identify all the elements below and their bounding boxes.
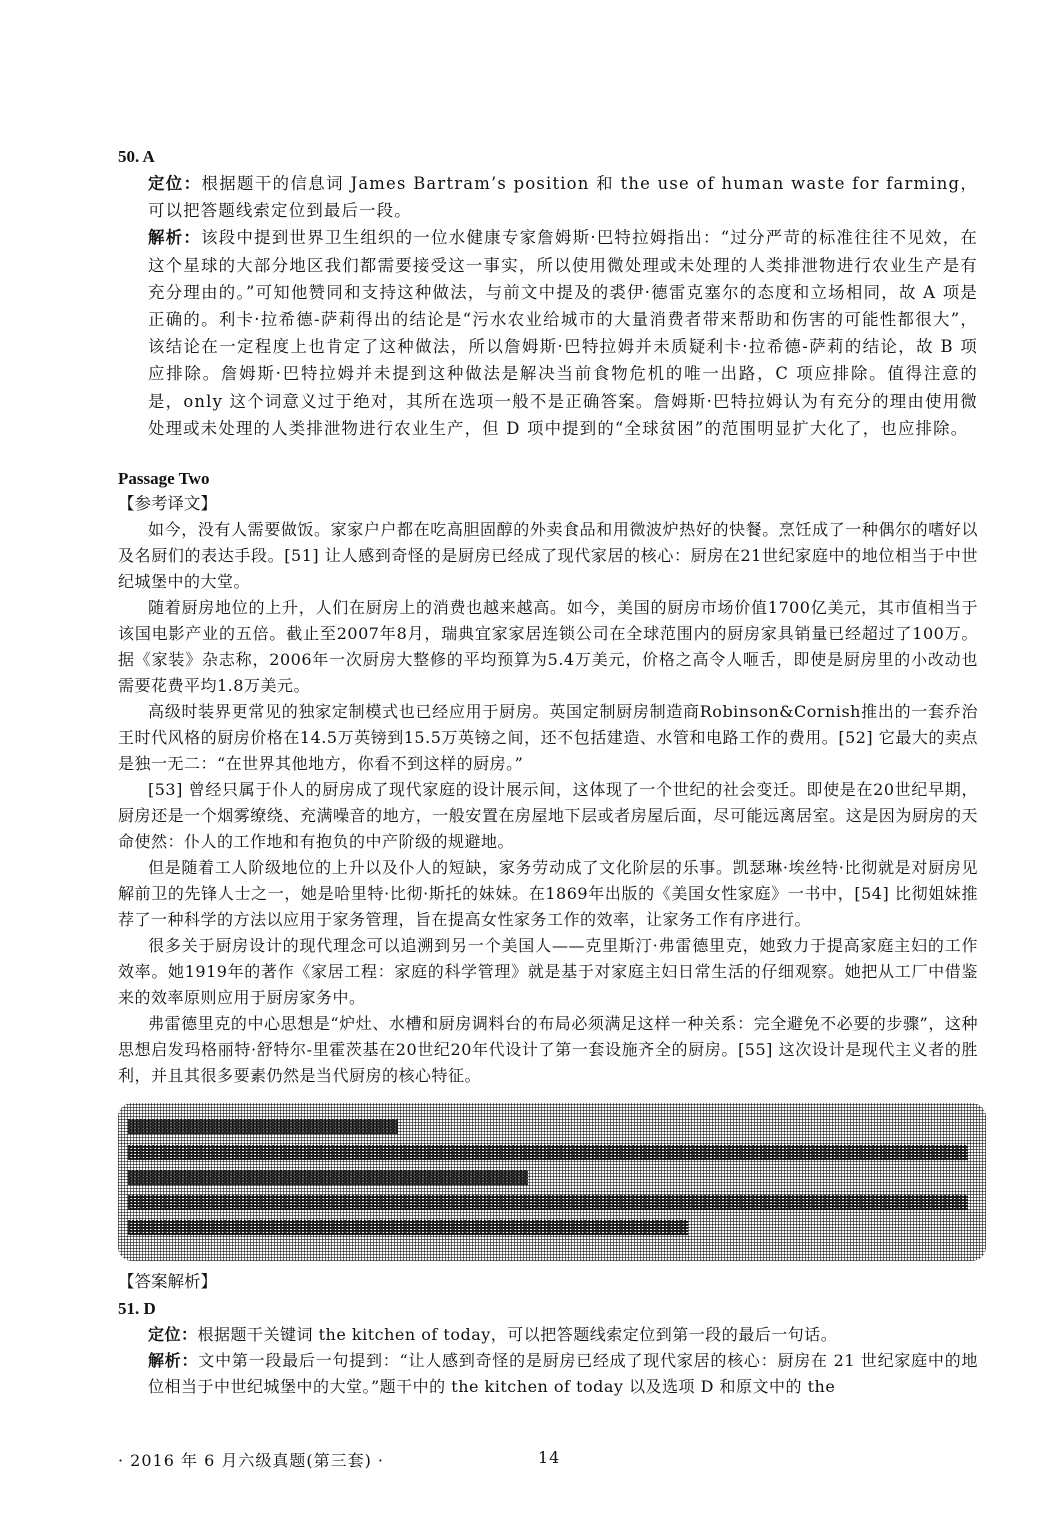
paragraph: 但是随着工人阶级地位的上升以及仆人的短缺，家务劳动成了文化阶层的乐事。凯瑟琳·埃丝特·比彻就是对厨房见解前卫的先锋人士之一，她是哈里特·比彻·斯托的妹妹。在1869年出版的《美国女性家庭》一书中，[54] 比彻姐妹推荐了一种科学的方法以应用于家务管理，旨在提高女性家务工作的效率，让家务工作有序进行。	[118, 858, 978, 929]
analysis-paragraph	[118, 224, 978, 442]
illegible-line	[128, 1145, 968, 1160]
illegible-line	[128, 1119, 398, 1134]
paragraph: 高级时装界更常见的独家定制模式也已经应用于厨房。英国定制厨房制造商Robinson&Cornish推出的一套乔治王时代风格的厨房价格在14.5万英镑到15.5万英镑之间，还不包括建造、水管和电路工作的费用。[52] 它最大的卖点是独一无二：“在世界其他地方，你看不到这样的厨房。”	[118, 702, 978, 773]
analysis-text: 文中第一段最后一句提到：“让人感到奇怪的是厨房已经成了现代家居的核心：厨房在 21 世纪家庭中的地位相当于中世纪城堡中的大堂。”题干中的 the kitchen of today 以及选项 D 和原文中的 the	[148, 1351, 978, 1396]
paragraph: 很多关于厨房设计的现代理念可以追溯到另一个美国人——克里斯汀·弗雷德里克，她致力于提高家庭主妇的工作效率。她1919年的著作《家居工程：家庭的科学管理》就是基于对家庭主妇日常生活的仔细观察。她把从工厂中借鉴来的效率原则应用于厨房家务中。	[118, 936, 978, 1007]
analysis-label: 解析：	[148, 228, 202, 248]
answer-analysis	[118, 1269, 978, 1400]
question-number: 51. D	[118, 1299, 156, 1318]
paragraph: 如今，没有人需要做饭。家家户户都在吃高胆固醇的外卖食品和用微波炉热好的快餐。烹饪成了一种偶尔的嗜好以及名厨们的表达手段。[51] 让人感到奇怪的是厨房已经成了现代家居的核心：厨房在21世纪家庭中的地位相当于中世纪城堡中的大堂。	[118, 520, 978, 591]
page-number: 14	[538, 1448, 561, 1467]
illegible-line	[128, 1170, 528, 1185]
analysis-text: 该段中提到世界卫生组织的一位水健康专家詹姆斯·巴特拉姆指出：“过分严苛的标准往往不见效，在这个星球的大部分地区我们都需要接受这一事实，所以使用微处理或未处理的人类排泄物进行农业生产是有充分理由的。”可知他赞同和支持这种做法，与前文中提及的裘伊·德雷克塞尔的态度和立场相同，故 A 项是正确的。利卡·拉希德-萨莉得出的结论是“污水农业给城市的大量消费者带来帮助和伤害的可能性都很大”，该结论在一定程度上也肯定了这种做法，所以詹姆斯·巴特拉姆并未质疑利卡·拉希德-萨莉的结论，故 B 项应排除。詹姆斯·巴特拉姆并未提到这种做法是解决当前食物危机的唯一出路，C 项应排除。值得注意的是，only 这个词意义过于绝对，其所在选项一般不是正确答案。詹姆斯·巴特拉姆认为有充分的理由使用微处理或未处理的人类排泄物进行农业生产，但 D 项中提到的“全球贫困”的范围明显扩大化了，也应排除。	[148, 228, 978, 438]
question-number: 50. A	[118, 147, 155, 166]
analysis-paragraph	[118, 1348, 978, 1400]
paragraph: 弗雷德里克的中心思想是“炉灶、水槽和厨房调料台的布局必须满足这样一种关系：完全避免不必要的步骤”，这种思想启发玛格丽特·舒特尔-里霍茨基在20世纪20年代设计了第一套设施齐全的厨房。[55] 这次设计是现代主义者的胜利，并且其很多要素仍然是当代厨房的核心特征。	[118, 1014, 978, 1085]
locate-paragraph	[118, 1322, 978, 1348]
locate-label: 定位：	[148, 174, 202, 193]
analysis-label: 解析：	[148, 1351, 199, 1370]
paragraph: 随着厨房地位的上升，人们在厨房上的消费也越来越高。如今，美国的厨房市场价值1700亿美元，其市值相当于该国电影产业的五倍。截止至2007年8月，瑞典宜家家居连锁公司在全球范围内的厨房家具销量已经超过了100万。据《家装》杂志称，2006年一次厨房大整修的平均预算为5.4万美元，价格之高令人咂舌，即使是厨房里的小改动也需要花费平均1.8万美元。	[118, 598, 978, 695]
locate-text: 根据题干的信息词 James Bartram’s position 和 the use of human waste for farming，可以把答题线索定位到最后一段。	[148, 174, 978, 221]
locate-label: 定位：	[148, 1325, 198, 1344]
answers-heading: 【答案解析】	[118, 1272, 217, 1291]
passage-and-answers	[118, 467, 986, 1400]
illegible-line	[128, 1195, 968, 1210]
translation-heading: 【参考译文】	[118, 494, 217, 513]
locate-text: 根据题干关键词 the kitchen of today，可以把答题线索定位到第一段的最后一句话。	[197, 1325, 838, 1344]
halftone-box	[118, 1103, 986, 1261]
footer-source: · 2016 年 6 月六级真题(第三套) ·	[118, 1451, 384, 1470]
illegible-line	[128, 1220, 688, 1235]
paragraph: [53] 曾经只属于仆人的厨房成了现代家庭的设计展示间，这体现了一个世纪的社会变迁。即使是在20世纪早期，厨房还是一个烟雾缭绕、充满噪音的地方，一般安置在房屋地下层或者房屋后面，尽可能远离居室。这是因为厨房的天命使然：仆人的工作地和有抱负的中产阶级的规避地。	[118, 780, 978, 851]
question-50	[118, 143, 978, 442]
passage-title: Passage Two	[118, 469, 210, 488]
locate-paragraph	[118, 170, 978, 224]
passage-two	[118, 467, 978, 1089]
